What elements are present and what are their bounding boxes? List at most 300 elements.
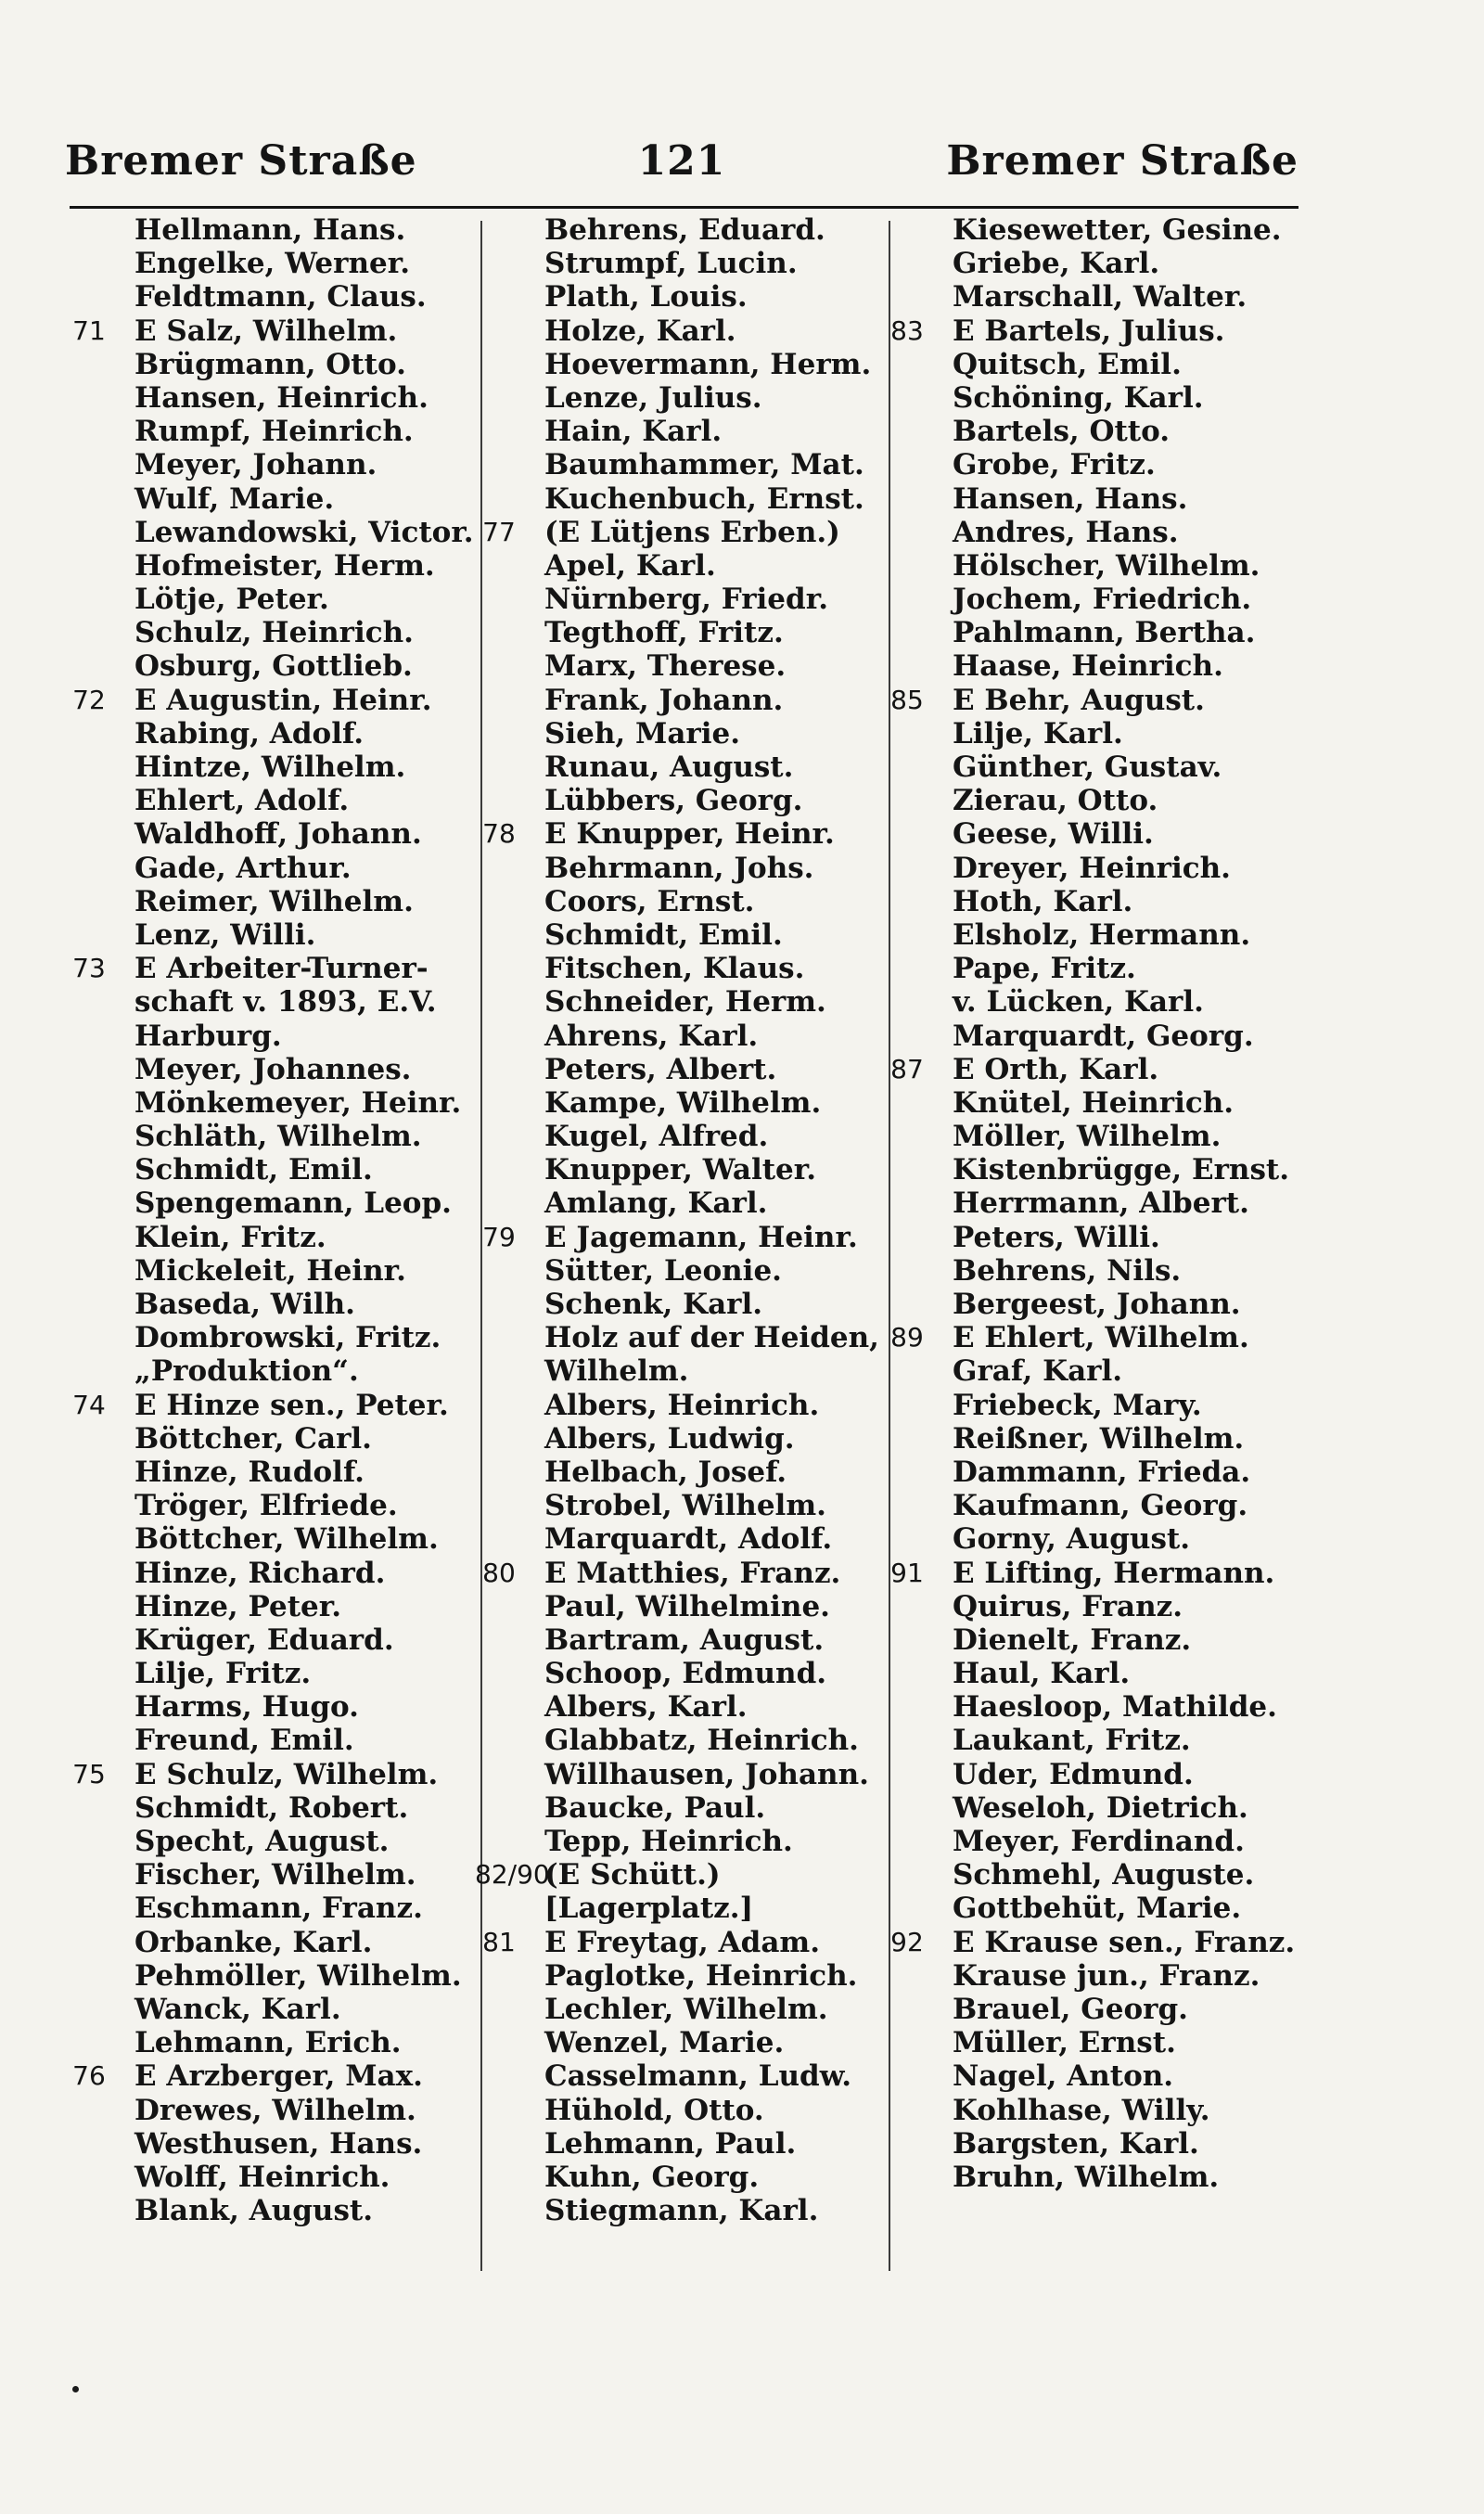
list-item bbox=[883, 314, 1273, 348]
list-item bbox=[65, 1186, 454, 1220]
list-item bbox=[883, 549, 1273, 583]
resident-name: Knütel, Heinrich. bbox=[953, 1085, 1235, 1120]
resident-name: Fitschen, Klaus. bbox=[544, 952, 805, 986]
house-number: 92 bbox=[890, 1926, 924, 1957]
house-number: 77 bbox=[482, 516, 516, 547]
resident-name: Weseloh, Dietrich. bbox=[953, 1790, 1248, 1825]
resident-name: Hellmann, Hans. bbox=[134, 213, 406, 247]
list-item bbox=[65, 1456, 454, 1489]
resident-name: Peters, Willi. bbox=[953, 1220, 1160, 1254]
resident-name: Griebe, Karl. bbox=[953, 247, 1160, 281]
resident-name: Quitsch, Emil. bbox=[953, 347, 1182, 381]
list-item bbox=[65, 2194, 454, 2227]
list-item bbox=[883, 1221, 1273, 1254]
resident-name: Kohlhase, Willy. bbox=[953, 2093, 1210, 2127]
resident-name: Nürnberg, Friedr. bbox=[544, 583, 828, 617]
list-item bbox=[65, 885, 454, 918]
resident-name: E Arbeiter-Turner- bbox=[134, 952, 429, 986]
resident-name: Coors, Ernst. bbox=[544, 884, 755, 918]
list-item bbox=[65, 985, 454, 1019]
list-item bbox=[65, 616, 454, 649]
resident-name: [Lagerplatz.] bbox=[544, 1892, 754, 1926]
house-number: 83 bbox=[890, 314, 924, 346]
resident-name: Dienelt, Franz. bbox=[953, 1623, 1192, 1657]
page-number: 121 bbox=[637, 137, 726, 185]
list-item bbox=[475, 2026, 864, 2059]
resident-name: Specht, August. bbox=[134, 1825, 390, 1858]
resident-name: Wenzel, Marie. bbox=[544, 2026, 785, 2060]
column-2 bbox=[475, 213, 879, 2228]
list-item bbox=[883, 2059, 1273, 2093]
list-item bbox=[475, 516, 864, 549]
list-item bbox=[65, 1389, 454, 1422]
list-item bbox=[883, 1489, 1273, 1522]
header-street-left: Bremer Straße bbox=[65, 137, 417, 185]
resident-name: Frank, Johann. bbox=[544, 683, 784, 717]
list-item bbox=[883, 2026, 1273, 2059]
resident-name: Andres, Hans. bbox=[953, 515, 1179, 549]
list-item bbox=[475, 381, 864, 415]
resident-name: Albers, Ludwig. bbox=[544, 1421, 795, 1456]
resident-name: Freund, Emil. bbox=[134, 1724, 354, 1758]
list-item bbox=[883, 1791, 1273, 1825]
list-item bbox=[475, 1053, 864, 1086]
list-item bbox=[475, 1254, 864, 1288]
resident-name: Engelke, Werner. bbox=[134, 247, 411, 281]
list-item bbox=[475, 1086, 864, 1120]
resident-name: Peters, Albert. bbox=[544, 1052, 777, 1086]
list-item bbox=[475, 852, 864, 885]
list-item bbox=[65, 448, 454, 481]
list-item bbox=[65, 1422, 454, 1456]
list-item bbox=[65, 1825, 454, 1858]
resident-name: „Produktion“. bbox=[134, 1354, 359, 1389]
resident-name: Kaufmann, Georg. bbox=[953, 1489, 1248, 1523]
resident-name: Albers, Karl. bbox=[544, 1690, 748, 1725]
list-item bbox=[883, 415, 1273, 448]
list-item bbox=[475, 1825, 864, 1858]
house-number: 89 bbox=[890, 1322, 924, 1353]
list-item bbox=[475, 1690, 864, 1724]
list-item bbox=[475, 1186, 864, 1220]
list-item bbox=[65, 1993, 454, 2026]
resident-name: Krause jun., Franz. bbox=[953, 1958, 1260, 1993]
list-item bbox=[475, 1153, 864, 1186]
house-number: 73 bbox=[72, 953, 106, 984]
list-item bbox=[475, 885, 864, 918]
resident-name: Mönkemeyer, Heinr. bbox=[134, 1085, 462, 1120]
list-item bbox=[883, 985, 1273, 1019]
resident-name: Grobe, Fritz. bbox=[953, 448, 1156, 482]
list-item bbox=[65, 583, 454, 616]
resident-name: Wanck, Karl. bbox=[134, 1992, 341, 2026]
resident-name: Lilje, Fritz. bbox=[134, 1657, 312, 1691]
resident-name: Meyer, Johann. bbox=[134, 448, 377, 482]
list-item bbox=[883, 1153, 1290, 1187]
resident-name: (E Lütjens Erben.) bbox=[544, 515, 840, 549]
resident-name: Hinze, Rudolf. bbox=[134, 1455, 365, 1489]
resident-name: Schläth, Wilhelm. bbox=[134, 1120, 422, 1154]
resident-name: E Hinze sen., Peter. bbox=[134, 1388, 449, 1422]
resident-name: schaft v. 1893, E.V. bbox=[134, 985, 437, 1020]
list-item bbox=[475, 918, 864, 952]
list-item bbox=[65, 1085, 462, 1120]
resident-name: Lehmann, Paul. bbox=[544, 2126, 797, 2161]
list-item bbox=[883, 247, 1273, 280]
list-item bbox=[65, 1153, 454, 1186]
list-item bbox=[475, 2059, 864, 2093]
resident-name: Strobel, Wilhelm. bbox=[544, 1489, 826, 1523]
house-number: 79 bbox=[482, 1221, 516, 1252]
list-item bbox=[475, 1557, 864, 1590]
resident-name: Reißner, Wilhelm. bbox=[953, 1421, 1245, 1456]
resident-name: Lübbers, Georg. bbox=[544, 784, 803, 818]
resident-name: Hansen, Hans. bbox=[953, 481, 1188, 516]
list-item bbox=[883, 1557, 1273, 1590]
resident-name: Hinze, Richard. bbox=[134, 1556, 386, 1590]
resident-name: E Krause sen., Franz. bbox=[953, 1925, 1296, 1959]
resident-name: E Salz, Wilhelm. bbox=[134, 314, 398, 348]
list-item bbox=[65, 852, 454, 885]
list-item bbox=[883, 784, 1273, 817]
list-item bbox=[65, 1892, 454, 1925]
resident-name: Hoth, Karl. bbox=[953, 884, 1133, 918]
resident-name: Gorny, August. bbox=[953, 1522, 1191, 1557]
list-item bbox=[65, 1791, 454, 1825]
list-item bbox=[65, 1958, 462, 1993]
resident-name: Friebeck, Mary. bbox=[953, 1388, 1202, 1422]
list-item bbox=[65, 1758, 454, 1791]
list-item bbox=[883, 684, 1273, 717]
resident-name: Helbach, Josef. bbox=[544, 1455, 787, 1489]
list-item bbox=[475, 717, 864, 750]
house-number: 71 bbox=[72, 314, 106, 346]
list-item bbox=[475, 1456, 864, 1489]
list-item bbox=[883, 1925, 1296, 1959]
list-item bbox=[883, 852, 1273, 885]
resident-name: Rabing, Adolf. bbox=[134, 716, 365, 750]
list-item bbox=[65, 817, 454, 851]
list-item bbox=[475, 213, 864, 247]
house-number: 91 bbox=[890, 1557, 924, 1588]
list-item bbox=[65, 2059, 454, 2093]
list-item bbox=[65, 1690, 454, 1724]
list-item bbox=[65, 1657, 454, 1690]
list-item bbox=[65, 482, 454, 516]
list-item bbox=[883, 1389, 1273, 1422]
resident-name: E Lifting, Hermann. bbox=[953, 1556, 1275, 1590]
resident-name: Marquardt, Georg. bbox=[953, 1019, 1254, 1053]
resident-name: Casselmann, Ludw. bbox=[544, 2059, 852, 2094]
list-item bbox=[883, 1186, 1273, 1220]
list-item bbox=[883, 1020, 1273, 1053]
list-item bbox=[65, 952, 454, 985]
list-item bbox=[65, 1926, 454, 1959]
resident-name: Klein, Fritz. bbox=[134, 1220, 326, 1254]
list-item bbox=[883, 918, 1273, 952]
resident-name: v. Lücken, Karl. bbox=[953, 985, 1204, 1020]
resident-name: Dreyer, Heinrich. bbox=[953, 851, 1231, 885]
resident-name: Kistenbrügge, Ernst. bbox=[953, 1153, 1290, 1187]
resident-name: Lechler, Wilhelm. bbox=[544, 1992, 828, 2026]
list-item bbox=[883, 717, 1273, 750]
resident-name: Behrens, Nils. bbox=[953, 1253, 1182, 1288]
resident-name: Ahrens, Karl. bbox=[544, 1019, 759, 1053]
list-item bbox=[65, 1354, 454, 1388]
resident-name: Schoop, Edmund. bbox=[544, 1657, 827, 1691]
resident-name: Eschmann, Franz. bbox=[134, 1892, 423, 1926]
resident-name: Strumpf, Lucin. bbox=[544, 247, 798, 281]
list-item bbox=[475, 482, 864, 516]
resident-name: Gottbehüt, Marie. bbox=[953, 1892, 1242, 1926]
house-number: 76 bbox=[72, 2060, 106, 2092]
resident-name: Ehlert, Adolf. bbox=[134, 784, 350, 818]
resident-name: Osburg, Gottlieb. bbox=[134, 649, 413, 684]
resident-name: Marx, Therese. bbox=[544, 649, 787, 684]
resident-name: Brügmann, Otto. bbox=[134, 347, 406, 381]
resident-name: Schöning, Karl. bbox=[953, 380, 1204, 415]
resident-name: Wilhelm. bbox=[544, 1354, 689, 1389]
resident-name: Hinze, Peter. bbox=[134, 1589, 342, 1623]
list-item bbox=[475, 1993, 864, 2026]
list-item bbox=[475, 448, 864, 481]
list-item bbox=[883, 885, 1273, 918]
resident-name: Harburg. bbox=[134, 1019, 282, 1053]
resident-name: Paul, Wilhelmine. bbox=[544, 1589, 830, 1623]
list-item bbox=[475, 1757, 869, 1791]
resident-name: Marquardt, Adolf. bbox=[544, 1522, 833, 1557]
resident-name: Tegthoff, Fritz. bbox=[544, 616, 784, 650]
list-item bbox=[475, 1657, 864, 1690]
resident-name: Knupper, Walter. bbox=[544, 1153, 817, 1187]
resident-name: Dombrowski, Fritz. bbox=[134, 1321, 441, 1355]
resident-name: Böttcher, Wilhelm. bbox=[134, 1522, 439, 1557]
list-item bbox=[65, 717, 454, 750]
resident-name: Meyer, Johannes. bbox=[134, 1052, 412, 1086]
resident-name: Krüger, Eduard. bbox=[134, 1623, 394, 1657]
resident-name: Stiegmann, Karl. bbox=[544, 2194, 819, 2228]
list-item bbox=[883, 2127, 1273, 2161]
resident-name: E Schulz, Wilhelm. bbox=[134, 1757, 439, 1791]
list-item bbox=[883, 583, 1273, 616]
list-item bbox=[883, 750, 1273, 784]
list-item bbox=[883, 280, 1273, 314]
resident-name: Waldhoff, Johann. bbox=[134, 817, 422, 852]
resident-name: E Bartels, Julius. bbox=[953, 314, 1225, 348]
column-3 bbox=[883, 213, 1296, 2194]
list-item bbox=[65, 549, 454, 583]
list-item bbox=[65, 2161, 454, 2194]
list-item bbox=[475, 1422, 864, 1456]
resident-name: Blank, August. bbox=[134, 2194, 374, 2228]
list-item bbox=[475, 314, 864, 348]
list-item bbox=[475, 1221, 864, 1254]
list-item bbox=[883, 1657, 1273, 1690]
resident-name: Haul, Karl. bbox=[953, 1657, 1131, 1691]
resident-name: Kuchenbuch, Ernst. bbox=[544, 481, 864, 516]
resident-name: Sieh, Marie. bbox=[544, 716, 741, 750]
list-item bbox=[883, 817, 1273, 851]
list-item bbox=[883, 1522, 1273, 1556]
resident-name: Kugel, Alfred. bbox=[544, 1120, 769, 1154]
list-item bbox=[883, 1825, 1273, 1858]
list-item bbox=[883, 1892, 1273, 1925]
list-item bbox=[65, 784, 454, 817]
resident-name: Fischer, Wilhelm. bbox=[134, 1858, 416, 1892]
list-item bbox=[475, 1724, 864, 1757]
list-item bbox=[883, 1690, 1277, 1725]
list-item bbox=[65, 213, 454, 247]
resident-name: Schmidt, Robert. bbox=[134, 1790, 409, 1825]
list-item bbox=[475, 2127, 864, 2161]
resident-name: Jochem, Friedrich. bbox=[953, 583, 1252, 617]
house-number: 80 bbox=[482, 1557, 516, 1588]
list-item bbox=[65, 2094, 454, 2127]
resident-name: Holz auf der Heiden, bbox=[544, 1321, 879, 1355]
house-number: 78 bbox=[482, 818, 516, 850]
resident-name: Wulf, Marie. bbox=[134, 481, 335, 516]
resident-name: Bruhn, Wilhelm. bbox=[953, 2160, 1220, 2194]
list-item bbox=[475, 1959, 864, 1993]
resident-name: Reimer, Wilhelm. bbox=[134, 884, 414, 918]
resident-name: E Freytag, Adam. bbox=[544, 1925, 821, 1959]
list-item bbox=[883, 1590, 1273, 1623]
header-rule bbox=[70, 206, 1298, 209]
resident-name: E Augustin, Heinr. bbox=[134, 683, 432, 717]
resident-name: Haesloop, Mathilde. bbox=[953, 1690, 1277, 1725]
list-item bbox=[65, 1221, 454, 1254]
resident-name: Amlang, Karl. bbox=[544, 1186, 768, 1221]
list-item bbox=[65, 1489, 454, 1522]
resident-name: Laukant, Fritz. bbox=[953, 1724, 1191, 1758]
resident-name: Müller, Ernst. bbox=[953, 2026, 1176, 2060]
resident-name: Westhusen, Hans. bbox=[134, 2126, 423, 2161]
list-item bbox=[475, 1892, 864, 1925]
list-item bbox=[65, 1590, 454, 1623]
list-item bbox=[883, 649, 1273, 683]
list-item bbox=[883, 2094, 1273, 2127]
resident-name: Feldtmann, Claus. bbox=[134, 280, 427, 314]
list-item bbox=[883, 1724, 1273, 1757]
resident-name: Schulz, Heinrich. bbox=[134, 616, 414, 650]
column-1 bbox=[65, 213, 474, 2228]
resident-name: Tepp, Heinrich. bbox=[544, 1825, 793, 1858]
list-item bbox=[65, 918, 454, 952]
resident-name: Geese, Willi. bbox=[953, 817, 1154, 852]
list-item bbox=[475, 1389, 864, 1422]
resident-name: Schmidt, Emil. bbox=[544, 917, 783, 952]
list-item bbox=[883, 516, 1273, 549]
resident-name: Paglotke, Heinrich. bbox=[544, 1958, 858, 1993]
list-item bbox=[883, 213, 1282, 247]
resident-name: Lötje, Peter. bbox=[134, 583, 329, 617]
resident-name: Behrens, Eduard. bbox=[544, 213, 825, 247]
list-item bbox=[475, 583, 864, 616]
list-item bbox=[883, 1288, 1273, 1321]
resident-name: E Knupper, Heinr. bbox=[544, 817, 835, 852]
resident-name: Schmehl, Auguste. bbox=[953, 1858, 1255, 1892]
house-number: 74 bbox=[72, 1389, 106, 1420]
resident-name: Dammann, Frieda. bbox=[953, 1455, 1251, 1489]
list-item bbox=[475, 1354, 864, 1388]
resident-name: E Behr, August. bbox=[953, 683, 1205, 717]
house-number: 81 bbox=[482, 1926, 516, 1957]
resident-name: Sütter, Leonie. bbox=[544, 1253, 782, 1288]
resident-name: E Jagemann, Heinr. bbox=[544, 1220, 858, 1254]
list-item bbox=[883, 616, 1273, 649]
resident-name: Lehmann, Erich. bbox=[134, 2026, 402, 2060]
resident-name: Drewes, Wilhelm. bbox=[134, 2093, 416, 2127]
page-header bbox=[65, 137, 1298, 189]
resident-name: Möller, Wilhelm. bbox=[953, 1120, 1222, 1154]
resident-name: Uder, Edmund. bbox=[953, 1757, 1194, 1791]
resident-name: Baucke, Paul. bbox=[544, 1790, 766, 1825]
house-number: 75 bbox=[72, 1758, 106, 1789]
list-item bbox=[883, 1959, 1273, 1993]
resident-name: Lenz, Willi. bbox=[134, 917, 316, 952]
resident-name: Pape, Fritz. bbox=[953, 952, 1136, 986]
list-item bbox=[65, 381, 454, 415]
resident-name: Lilje, Karl. bbox=[953, 716, 1123, 750]
list-item bbox=[475, 2194, 864, 2227]
resident-name: Haase, Heinrich. bbox=[953, 649, 1223, 684]
list-item bbox=[65, 1321, 454, 1354]
resident-name: (E Schütt.) bbox=[544, 1858, 721, 1892]
list-item bbox=[883, 448, 1273, 481]
resident-name: Orbanke, Karl. bbox=[134, 1925, 373, 1959]
resident-name: Hölscher, Wilhelm. bbox=[953, 548, 1260, 583]
resident-name: Quirus, Franz. bbox=[953, 1589, 1183, 1623]
resident-name: Kiesewetter, Gesine. bbox=[953, 213, 1282, 247]
list-item bbox=[65, 750, 454, 784]
list-item bbox=[65, 1557, 454, 1590]
resident-name: Baseda, Wilh. bbox=[134, 1288, 355, 1321]
resident-name: Böttcher, Carl. bbox=[134, 1421, 372, 1456]
list-item bbox=[475, 616, 864, 649]
resident-name: Hühold, Otto. bbox=[544, 2093, 764, 2127]
list-item bbox=[883, 1456, 1273, 1489]
list-item bbox=[475, 1858, 864, 1892]
resident-name: Hansen, Heinrich. bbox=[134, 380, 429, 415]
resident-name: Hofmeister, Herm. bbox=[134, 548, 435, 583]
house-number: 87 bbox=[890, 1053, 924, 1084]
resident-name: Günther, Gustav. bbox=[953, 750, 1222, 784]
resident-name: Spengemann, Leop. bbox=[134, 1186, 452, 1221]
resident-name: Bargsten, Karl. bbox=[953, 2126, 1199, 2161]
list-item bbox=[475, 2094, 864, 2127]
list-item bbox=[65, 280, 454, 314]
list-item bbox=[475, 2161, 864, 2194]
list-item bbox=[475, 1522, 864, 1556]
list-item bbox=[65, 247, 454, 280]
list-item bbox=[65, 1254, 454, 1288]
resident-name: Pehmöller, Wilhelm. bbox=[134, 1958, 462, 1993]
list-item bbox=[883, 1858, 1273, 1892]
list-item bbox=[883, 1993, 1273, 2026]
resident-name: E Arzberger, Max. bbox=[134, 2059, 423, 2094]
house-number: 85 bbox=[890, 684, 924, 715]
list-item bbox=[65, 1522, 454, 1556]
resident-name: E Ehlert, Wilhelm. bbox=[953, 1321, 1249, 1355]
resident-name: Harms, Hugo. bbox=[134, 1690, 359, 1725]
list-item bbox=[883, 1053, 1273, 1086]
resident-name: Rumpf, Heinrich. bbox=[134, 415, 414, 449]
list-item bbox=[883, 348, 1273, 381]
list-item bbox=[883, 1623, 1273, 1657]
list-item bbox=[883, 381, 1273, 415]
list-item bbox=[475, 1020, 864, 1053]
resident-name: Meyer, Ferdinand. bbox=[953, 1825, 1245, 1858]
